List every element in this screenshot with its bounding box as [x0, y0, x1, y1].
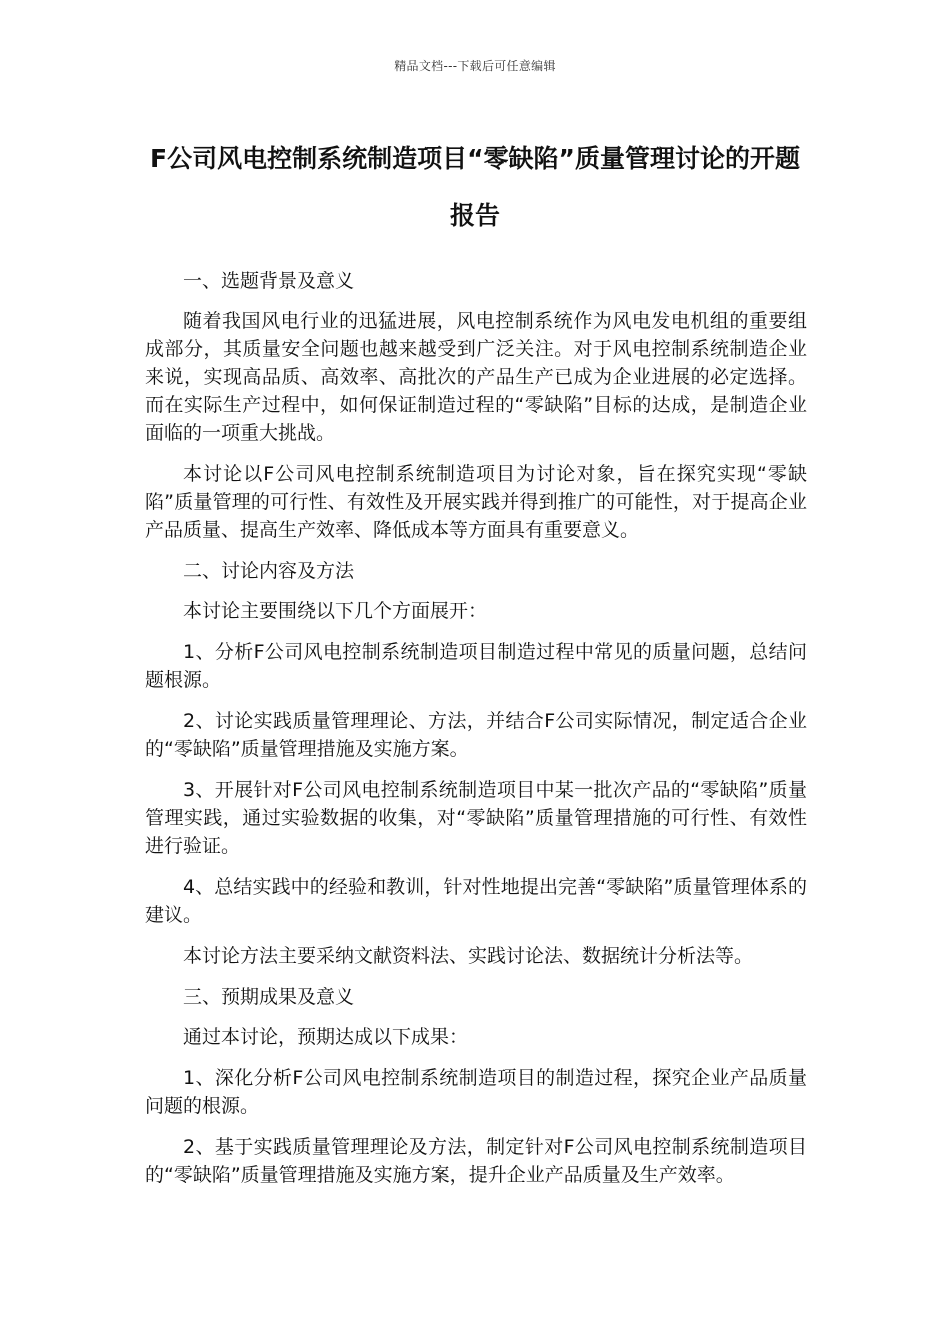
list-item-content-4: 4、总结实践中的经验和教训，针对性地提出完善“零缺陷”质量管理体系的建议。 [145, 876, 807, 926]
list-item-content-3: 3、开展针对F公司风电控制系统制造项目中某一批次产品的“零缺陷”质量管理实践，通过实验数据的收集，对“零缺陷”质量管理措施的可行性、有效性进行验证。 [145, 779, 807, 857]
section-heading-background: 一、选题背景及意义 [183, 270, 355, 292]
list-item-result-2: 2、基于实践质量管理理论及方法，制定针对F公司风电控制系统制造项目的“零缺陷”质量管理措施及实施方案，提升企业产品质量及生产效率。 [145, 1136, 807, 1186]
list-item-result-1: 1、深化分析F公司风电控制系统制造项目的制造过程，探究企业产品质量问题的根源。 [145, 1067, 807, 1117]
section-heading-expected-results: 三、预期成果及意义 [183, 986, 355, 1008]
paragraph-content-intro: 本讨论主要围绕以下几个方面展开： [183, 600, 488, 622]
document-body [145, 267, 807, 1202]
paragraph-significance: 本讨论以F公司风电控制系统制造项目为讨论对象，旨在探究实现“零缺陷”质量管理的可行性、有效性及开展实践并得到推广的可能性，对于提高企业产品质量、提高生产效率、降低成本等方面具有重要意义。 [145, 463, 807, 541]
document-title: F公司风电控制系统制造项目“零缺陷”质量管理讨论的开题报告 [150, 144, 800, 230]
section-heading-content-method: 二、讨论内容及方法 [183, 560, 355, 582]
paragraph-results-intro: 通过本讨论，预期达成以下成果： [183, 1026, 469, 1048]
paragraph-background: 随着我国风电行业的迅猛进展，风电控制系统作为风电发电机组的重要组成部分，其质量安全问题也越来越受到广泛关注。对于风电控制系统制造企业来说，实现高品质、高效率、高批次的产品生产已成为企业进展的必定选择。而在实际生产过程中，如何保证制造过程的“零缺陷”目标的达成，是制造企业面临的一项重大挑战。 [145, 310, 807, 444]
list-item-content-1: 1、分析F公司风电控制系统制造项目制造过程中常见的质量问题，总结问题根源。 [145, 641, 807, 691]
paragraph-methods: 本讨论方法主要采纳文献资料法、实践讨论法、数据统计分析法等。 [183, 945, 754, 967]
page-header-note: 精品文档---下载后可任意编辑 [394, 59, 556, 73]
list-item-content-2: 2、讨论实践质量管理理论、方法，并结合F公司实际情况，制定适合企业的“零缺陷”质量管理措施及实施方案。 [145, 710, 807, 760]
